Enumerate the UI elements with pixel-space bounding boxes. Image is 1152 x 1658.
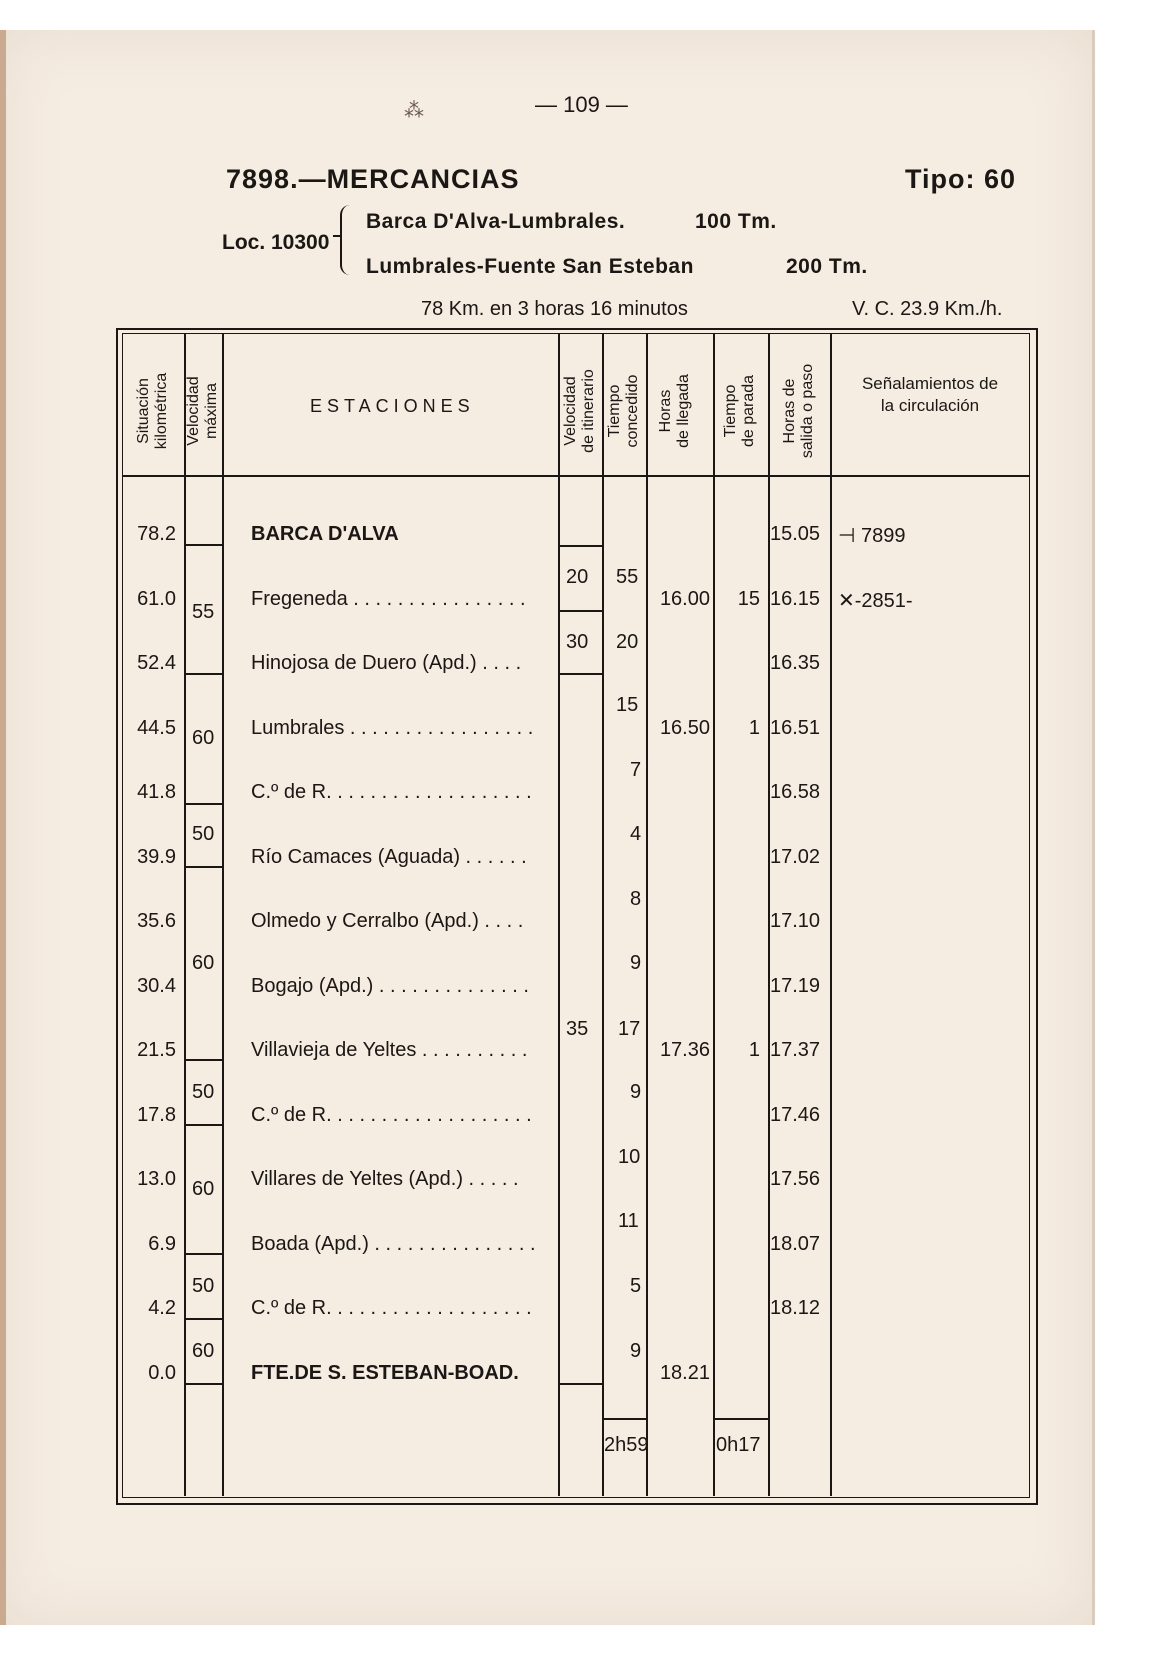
- locomotive-label: Loc. 10300: [222, 231, 330, 254]
- station-name: C.º de R. . . . . . . . . . . . . . . . . . .: [251, 781, 532, 803]
- vmax-value: 50: [192, 1275, 215, 1297]
- station-name: C.º de R. . . . . . . . . . . . . . . . . . .: [251, 1103, 532, 1126]
- vitin-value: 30: [566, 631, 589, 653]
- station-km: 35.6: [137, 910, 176, 932]
- vmax-divider: [186, 1383, 222, 1385]
- departure-time: 17.19: [770, 974, 821, 997]
- vmax-divider: [186, 1318, 222, 1320]
- departure-time: 16.35: [770, 652, 821, 674]
- vmax-value: 50: [192, 1081, 215, 1103]
- ink-smudge: ⁂: [404, 100, 424, 122]
- departure-time: 17.46: [770, 1103, 821, 1126]
- vmax-divider: [186, 866, 222, 868]
- station-name: Olmedo y Cerralbo (Apd.) . . . .: [251, 910, 524, 932]
- table-row: [0, 910, 1152, 946]
- page-number: — 109 —: [535, 92, 628, 117]
- station-km: 61.0: [137, 587, 176, 610]
- header-estaciones: ESTACIONES: [310, 396, 475, 416]
- station-name: Hinojosa de Duero (Apd.) . . . .: [251, 652, 522, 674]
- table-row: [0, 846, 1152, 882]
- table-row: [0, 1168, 1152, 1204]
- tiempo-concedido-value: 17: [618, 1018, 641, 1040]
- header-tiempo-concedido: Tiempo concedido: [606, 374, 641, 448]
- circulation-note: ⊣ 7899: [838, 525, 906, 547]
- tiempo-concedido-value: 5: [630, 1275, 642, 1297]
- total-divider: [715, 1418, 768, 1420]
- station-name: FTE.DE S. ESTEBAN-BOAD.: [251, 1361, 519, 1384]
- table-row: [0, 781, 1152, 817]
- table-row: [0, 1039, 1152, 1075]
- station-km: 30.4: [137, 974, 176, 997]
- brace-icon: [340, 205, 356, 275]
- vitin-divider: [560, 610, 602, 612]
- station-km: 4.2: [148, 1297, 176, 1319]
- vmax-value: 60: [192, 1178, 215, 1200]
- vmax-divider: [186, 1124, 222, 1126]
- station-name: Boada (Apd.) . . . . . . . . . . . . . . .: [251, 1232, 536, 1255]
- loc-route-2: Lumbrales-Fuente San Esteban: [366, 255, 694, 278]
- station-name: Bogajo (Apd.) . . . . . . . . . . . . . .: [251, 974, 529, 997]
- vmax-divider: [186, 1253, 222, 1255]
- header-tiempo-parada: Tiempo de parada: [722, 374, 757, 448]
- loc-load-2: 200 Tm.: [786, 255, 868, 278]
- station-km: 0.0: [148, 1361, 176, 1384]
- arrival-time: 16.00: [659, 587, 710, 610]
- station-km: 78.2: [137, 523, 176, 545]
- station-name: Villavieja de Yeltes . . . . . . . . . .: [251, 1039, 528, 1061]
- tiempo-concedido-value: 15: [616, 694, 639, 716]
- station-km: 13.0: [137, 1168, 176, 1190]
- departure-time: 16.15: [770, 587, 821, 610]
- vmax-value: 50: [192, 823, 215, 845]
- total-divider: [604, 1418, 646, 1420]
- header-situacion: Situación kilométrica: [135, 372, 170, 450]
- table-row: [0, 588, 1152, 624]
- table-row: [0, 523, 1152, 559]
- loc-load-1: 100 Tm.: [695, 210, 777, 233]
- departure-time: 15.05: [770, 523, 821, 545]
- tiempo-concedido-value: 4: [630, 823, 642, 845]
- vitin-value: 20: [566, 566, 589, 588]
- tiempo-concedido-value: 9: [630, 952, 642, 974]
- station-name: Villares de Yeltes (Apd.) . . . . .: [251, 1168, 519, 1190]
- arrival-time: 17.36: [659, 1039, 710, 1061]
- departure-time: 16.51: [770, 716, 821, 739]
- vitin-divider: [560, 545, 602, 547]
- departure-time: 17.56: [770, 1168, 821, 1190]
- train-title: 7898.—MERCANCIAS: [226, 164, 520, 194]
- departure-time: 18.12: [770, 1297, 821, 1319]
- loc-route-1: Barca D'Alva-Lumbrales.: [366, 210, 626, 233]
- tiempo-concedido-value: 9: [630, 1340, 642, 1362]
- table-row: [0, 975, 1152, 1011]
- tiempo-concedido-value: 10: [618, 1146, 641, 1168]
- train-type: Tipo: 60: [905, 164, 1017, 194]
- station-km: 44.5: [137, 716, 176, 739]
- arrival-time: 16.50: [659, 716, 710, 739]
- stop-time: 1: [748, 1039, 760, 1061]
- total-tiempo-parada: 0h17: [716, 1434, 761, 1456]
- tiempo-concedido-value: 7: [630, 759, 642, 781]
- vitin-value: 35: [566, 1018, 589, 1040]
- vmax-value: 55: [192, 601, 215, 623]
- table-row: [0, 652, 1152, 688]
- tiempo-concedido-value: 55: [616, 566, 639, 588]
- vmax-value: 60: [192, 727, 215, 749]
- header-horas-llegada: Horas de llegada: [657, 374, 692, 448]
- table-row: [0, 717, 1152, 753]
- station-km: 6.9: [148, 1232, 176, 1255]
- stop-time: 1: [748, 716, 760, 739]
- departure-time: 17.02: [770, 845, 821, 868]
- tiempo-concedido-value: 11: [618, 1210, 639, 1232]
- vitin-divider: [560, 673, 602, 675]
- table-row: [0, 1362, 1152, 1398]
- header-senalamientos: Señalamientos de la circulación: [861, 374, 999, 415]
- header-velocidad-itinerario: Velocidad de itinerario: [562, 369, 597, 453]
- tiempo-concedido-value: 9: [630, 1081, 642, 1103]
- station-name: Río Camaces (Aguada) . . . . . .: [251, 845, 527, 868]
- summary-distance: 78 Km. en 3 horas 16 minutos: [421, 298, 688, 320]
- table-row: [0, 1297, 1152, 1333]
- station-name: Lumbrales . . . . . . . . . . . . . . . . .: [251, 716, 534, 739]
- header-velocidad-maxima: Velocidad máxima: [185, 376, 220, 446]
- station-km: 17.8: [137, 1103, 176, 1126]
- tiempo-concedido-value: 20: [616, 631, 639, 653]
- departure-time: 18.07: [770, 1232, 821, 1255]
- station-name: C.º de R. . . . . . . . . . . . . . . . . . .: [251, 1297, 532, 1319]
- station-name: BARCA D'ALVA: [251, 523, 399, 545]
- arrival-time: 18.21: [659, 1361, 710, 1384]
- vmax-divider: [186, 803, 222, 805]
- header-horas-salida: Horas de salida o paso: [781, 363, 816, 459]
- total-tiempo-concedido: 2h59: [604, 1434, 649, 1456]
- vmax-value: 60: [192, 1340, 215, 1362]
- table-row: [0, 1233, 1152, 1269]
- departure-time: 17.10: [770, 910, 821, 932]
- vmax-divider: [186, 1059, 222, 1061]
- vitin-divider: [560, 1383, 602, 1385]
- stop-time: 15: [737, 587, 760, 610]
- station-name: Fregeneda . . . . . . . . . . . . . . . .: [251, 587, 526, 610]
- departure-time: 16.58: [770, 781, 821, 803]
- tiempo-concedido-value: 8: [630, 888, 642, 910]
- station-km: 39.9: [137, 845, 176, 868]
- departure-time: 17.37: [770, 1039, 821, 1061]
- table-row: [0, 1104, 1152, 1140]
- circulation-note: ✕-2851-: [838, 589, 913, 612]
- station-km: 52.4: [137, 652, 176, 674]
- station-km: 21.5: [137, 1039, 176, 1061]
- vmax-value: 60: [192, 952, 215, 974]
- vmax-divider: [186, 673, 222, 675]
- summary-vc: V. C. 23.9 Km./h.: [852, 298, 1003, 320]
- station-km: 41.8: [137, 781, 176, 803]
- vmax-divider: [186, 544, 222, 546]
